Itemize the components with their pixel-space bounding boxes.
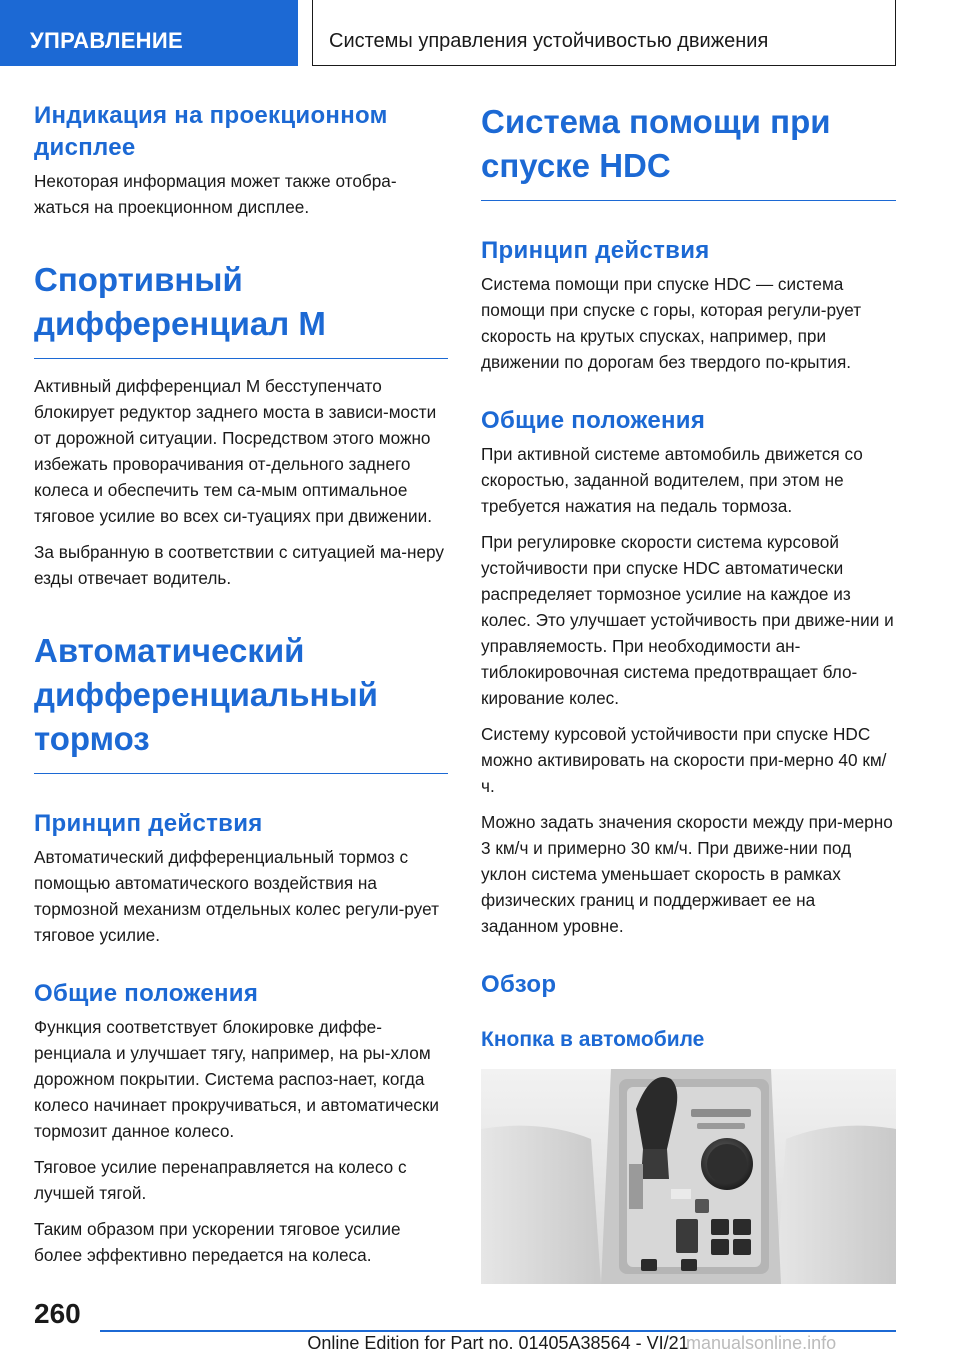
adb-heading-block [34,629,448,774]
adb-general-paragraph-1: Функция соответствует блокировке диффе-ренциала и улучшает тягу, например, на ры-хлом дорожном покрытии. Система распоз-нает, когда колесо начинает прокручиваться, и автоматически тормозит данное колесо. [34,1017,439,1141]
footer-watermark: manualsonline.info [686,1333,837,1353]
hud-paragraph: Некоторая информация может также отобра-жаться на проекционном дисплее. [34,171,397,217]
adb-general-heading: Общие положения [34,980,259,1007]
footer-divider [100,1330,896,1332]
hdc-principle-paragraph: Система помощи при спуске HDC — система помощи при спуске с горы, которая регули-рует скорость на крутых спусках, например, при движении по дорогам без твердого по-крытия. [481,274,862,372]
hdc-heading-line1: Система помощи при [481,103,831,140]
sport-diff-heading-line1: Спортивный [34,261,243,298]
left-column [34,100,448,1278]
sport-diff-heading-block [34,258,448,359]
hdc-general-paragraph-2: При регулировке скорости система курсовой устойчивости при спуске HDC автоматически распределяет тормозное усилие на каждое из колес. Это улучшает устойчивость при движе-нии и управляемость. При необходимости ан-тиблокировочная система предотвращает бло-кирование колес. [481,532,894,708]
adb-heading-line2: дифференциальный [34,676,378,713]
hud-heading: Индикация на проекционном дисплее [34,102,388,161]
hdc-general-paragraph-3: Систему курсовой устойчивости при спуске HDC можно активировать на скорости при-мерно 40 км/ч. [481,724,887,796]
sport-diff-paragraph-1: Активный дифференциал M бесступенчато блокирует редуктор заднего моста в зависи-мости от дорожной ситуации. Посредством этого можно избежать проворачивания от-дельного заднего колеса и обеспечить тем са-мым оптимальное тяговое усилие во всех си-туациях при движении. [34,376,437,526]
sport-diff-heading-line2: дифференциал M [34,305,326,342]
page-number: 260 [34,1298,81,1329]
hdc-principle-heading: Принцип действия [481,237,710,264]
adb-heading-line3: тормоз [34,720,150,757]
center-console-photo [481,1069,896,1284]
hdc-general-paragraph-1: При активной системе автомобиль движется со скоростью, заданной водителем, при этом не требуется нажатия на педаль тормоза. [481,444,863,516]
adb-heading-line1: Автоматический [34,632,305,669]
hdc-heading-block [481,100,896,201]
overview-heading: Обзор [481,971,557,998]
adb-general-paragraph-2: Тяговое усилие перенаправляется на колесо с лучшей тягой. [34,1157,407,1203]
adb-principle-heading: Принцип действия [34,810,263,837]
footer-edition: Online Edition for Part no. 01405A38564 - VI/21 [307,1333,689,1353]
sport-diff-paragraph-2: За выбранную в соответствии с ситуацией ма-неру езды отвечает водитель. [34,542,444,588]
topic-tab: Системы управления устойчивостью движения [312,0,896,66]
adb-general-paragraph-3: Таким образом при ускорении тяговое усилие более эффективно передается на колеса. [34,1219,401,1265]
hdc-general-paragraph-4: Можно задать значения скорости между при-мерно 3 км/ч и примерно 30 км/ч. При движе-нии под уклон система уменьшает скорость в рамках физических границ и поддерживает ее на заданном уровне. [481,812,893,936]
button-in-car-heading: Кнопка в автомобиле [481,1028,705,1051]
hdc-general-heading: Общие положения [481,407,706,434]
page-header [0,0,960,66]
right-column [481,100,896,1284]
section-tab: УПРАВЛЕНИЕ [0,0,298,66]
adb-principle-paragraph: Автоматический дифференциальный тормоз с помощью автоматического воздействия на тормозной механизм отдельных колес регули-рует тяговое усилие. [34,847,439,945]
hdc-heading-line2: спуске HDC [481,147,671,184]
